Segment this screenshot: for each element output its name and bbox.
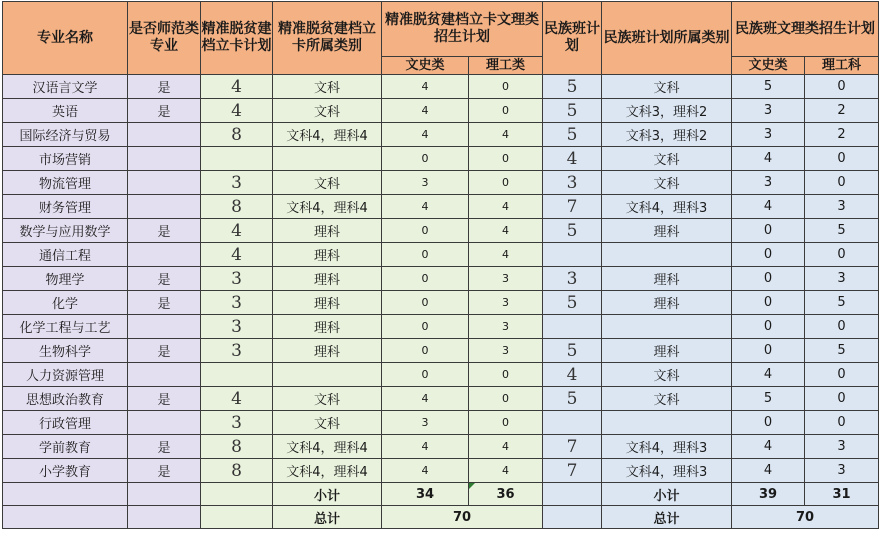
cell-ethnic-wen: 3 (732, 99, 805, 123)
cell-is-teacher (128, 147, 201, 171)
cell-ethnic-li: 5 (805, 219, 879, 243)
cell-major-name: 思想政治教育 (3, 387, 128, 411)
cell-poverty-li: 0 (469, 147, 543, 171)
cell-poverty-li: 4 (469, 435, 543, 459)
total-ethnic-value: 70 (732, 506, 879, 529)
cell-ethnic-category: 理科 (602, 219, 732, 243)
cell-poverty-li: 4 (469, 195, 543, 219)
cell-ethnic-category (602, 315, 732, 339)
total-empty-plan (201, 506, 273, 529)
cell-ethnic-plan: 4 (543, 363, 602, 387)
cell-ethnic-category: 理科 (602, 291, 732, 315)
cell-ethnic-li: 0 (805, 315, 879, 339)
cell-major-name: 人力资源管理 (3, 363, 128, 387)
cell-poverty-plan: 8 (201, 459, 273, 483)
subtotal-ethnic-wen: 39 (732, 483, 805, 506)
cell-ethnic-plan: 7 (543, 435, 602, 459)
cell-ethnic-li: 0 (805, 147, 879, 171)
cell-poverty-wen: 0 (382, 291, 469, 315)
table-row (3, 411, 879, 435)
cell-ethnic-plan: 5 (543, 291, 602, 315)
cell-major-name: 汉语言文学 (3, 75, 128, 99)
cell-ethnic-li: 2 (805, 99, 879, 123)
cell-ethnic-wen: 0 (732, 291, 805, 315)
cell-major-name: 财务管理 (3, 195, 128, 219)
header-ethnic-plan: 民族班计划 (543, 2, 602, 75)
table-row (3, 267, 879, 291)
subtotal-empty-teacher (128, 483, 201, 506)
cell-ethnic-category: 文科 (602, 171, 732, 195)
cell-ethnic-plan: 4 (543, 147, 602, 171)
cell-is-teacher: 是 (128, 387, 201, 411)
cell-major-name: 数学与应用数学 (3, 219, 128, 243)
subtotal-empty-name (3, 483, 128, 506)
cell-ethnic-category (602, 411, 732, 435)
cell-poverty-category: 理科 (273, 291, 382, 315)
cell-ethnic-plan (543, 315, 602, 339)
cell-ethnic-category: 文科3，理科2 (602, 123, 732, 147)
header-ethnic-wen: 文史类 (732, 57, 805, 75)
cell-poverty-plan (201, 147, 273, 171)
cell-ethnic-wen: 0 (732, 219, 805, 243)
cell-poverty-category: 文科4，理科4 (273, 123, 382, 147)
cell-poverty-category: 文科 (273, 99, 382, 123)
cell-poverty-category: 理科 (273, 315, 382, 339)
cell-ethnic-li: 5 (805, 291, 879, 315)
cell-ethnic-wen: 4 (732, 435, 805, 459)
header-poverty-group: 精准脱贫建档立卡文理类招生计划 (382, 2, 543, 57)
table-row (3, 459, 879, 483)
cell-major-name: 化学 (3, 291, 128, 315)
cell-poverty-li: 4 (469, 459, 543, 483)
cell-ethnic-li: 3 (805, 435, 879, 459)
cell-poverty-plan: 3 (201, 315, 273, 339)
table-row (3, 387, 879, 411)
cell-ethnic-wen: 4 (732, 459, 805, 483)
cell-poverty-category: 文科 (273, 171, 382, 195)
cell-poverty-category: 理科 (273, 243, 382, 267)
cell-ethnic-plan: 3 (543, 171, 602, 195)
header-poverty-plan: 精准脱贫建档立卡计划 (201, 2, 273, 75)
cell-is-teacher: 是 (128, 339, 201, 363)
cell-ethnic-category: 文科 (602, 75, 732, 99)
cell-ethnic-li: 0 (805, 75, 879, 99)
cell-poverty-wen: 3 (382, 171, 469, 195)
cell-poverty-plan: 8 (201, 435, 273, 459)
cell-is-teacher: 是 (128, 75, 201, 99)
subtotal-empty-plan (201, 483, 273, 506)
cell-poverty-plan: 4 (201, 99, 273, 123)
cell-ethnic-category (602, 243, 732, 267)
subtotal-label: 小计 (273, 483, 382, 506)
cell-poverty-wen: 0 (382, 339, 469, 363)
cell-ethnic-plan: 5 (543, 99, 602, 123)
total-poverty-value: 70 (382, 506, 543, 529)
cell-poverty-li: 0 (469, 99, 543, 123)
cell-poverty-category (273, 147, 382, 171)
cell-major-name: 小学教育 (3, 459, 128, 483)
table-row (3, 195, 879, 219)
cell-major-name: 市场营销 (3, 147, 128, 171)
cell-ethnic-wen: 0 (732, 411, 805, 435)
header-ethnic-group: 民族班文理类招生计划 (732, 2, 879, 57)
cell-poverty-wen: 0 (382, 363, 469, 387)
cell-poverty-wen: 0 (382, 147, 469, 171)
cell-poverty-wen: 0 (382, 243, 469, 267)
cell-ethnic-li: 2 (805, 123, 879, 147)
total-empty-name (3, 506, 128, 529)
cell-poverty-li: 3 (469, 291, 543, 315)
cell-ethnic-li: 5 (805, 339, 879, 363)
cell-ethnic-li: 0 (805, 387, 879, 411)
cell-poverty-category: 文科4，理科4 (273, 435, 382, 459)
cell-is-teacher (128, 243, 201, 267)
header-is-teacher: 是否师范类专业 (128, 2, 201, 75)
cell-is-teacher (128, 411, 201, 435)
cell-ethnic-li: 0 (805, 411, 879, 435)
cell-poverty-wen: 3 (382, 411, 469, 435)
cell-ethnic-category: 文科3，理科2 (602, 99, 732, 123)
cell-ethnic-wen: 5 (732, 75, 805, 99)
cell-poverty-category: 文科 (273, 387, 382, 411)
cell-ethnic-plan (543, 243, 602, 267)
cell-ethnic-li: 0 (805, 171, 879, 195)
cell-ethnic-wen: 3 (732, 123, 805, 147)
cell-ethnic-plan: 7 (543, 195, 602, 219)
cell-ethnic-category: 文科4，理科3 (602, 459, 732, 483)
cell-ethnic-category: 文科 (602, 387, 732, 411)
cell-poverty-plan: 3 (201, 291, 273, 315)
cell-is-teacher (128, 363, 201, 387)
enrollment-plan-table (2, 1, 879, 529)
cell-poverty-category (273, 363, 382, 387)
cell-ethnic-wen: 4 (732, 147, 805, 171)
cell-is-teacher: 是 (128, 219, 201, 243)
subtotal-poverty-li: 36 (469, 483, 543, 506)
cell-major-name: 国际经济与贸易 (3, 123, 128, 147)
header-poverty-category: 精准脱贫建档立卡所属类别 (273, 2, 382, 75)
subtotal-ethnic-li: 31 (805, 483, 879, 506)
cell-poverty-li: 4 (469, 123, 543, 147)
cell-is-teacher: 是 (128, 459, 201, 483)
header-poverty-wen: 文史类 (382, 57, 469, 75)
cell-is-teacher (128, 195, 201, 219)
cell-is-teacher (128, 171, 201, 195)
subtotal-empty-eplan (543, 483, 602, 506)
cell-poverty-plan: 4 (201, 387, 273, 411)
total-empty-eplan (543, 506, 602, 529)
table-row (3, 171, 879, 195)
cell-poverty-wen: 4 (382, 99, 469, 123)
table-row (3, 123, 879, 147)
cell-poverty-plan: 3 (201, 267, 273, 291)
table-row (3, 435, 879, 459)
header-ethnic-li: 理工科 (805, 57, 879, 75)
cell-poverty-wen: 4 (382, 459, 469, 483)
cell-poverty-plan: 4 (201, 75, 273, 99)
cell-ethnic-plan (543, 411, 602, 435)
cell-poverty-category: 文科 (273, 411, 382, 435)
cell-poverty-wen: 4 (382, 123, 469, 147)
table-body (3, 75, 879, 483)
header-ethnic-category: 民族班计划所属类别 (602, 2, 732, 75)
cell-poverty-li: 0 (469, 75, 543, 99)
cell-ethnic-wen: 0 (732, 267, 805, 291)
cell-poverty-category: 文科 (273, 75, 382, 99)
cell-major-name: 化学工程与工艺 (3, 315, 128, 339)
cell-poverty-plan: 3 (201, 171, 273, 195)
cell-ethnic-wen: 4 (732, 363, 805, 387)
cell-poverty-category: 文科4，理科4 (273, 459, 382, 483)
cell-poverty-li: 0 (469, 363, 543, 387)
cell-ethnic-wen: 0 (732, 315, 805, 339)
table-row (3, 291, 879, 315)
cell-poverty-plan: 8 (201, 123, 273, 147)
cell-poverty-wen: 4 (382, 387, 469, 411)
cell-major-name: 物理学 (3, 267, 128, 291)
cell-ethnic-plan: 7 (543, 459, 602, 483)
cell-ethnic-category: 理科 (602, 267, 732, 291)
header-poverty-li: 理工类 (469, 57, 543, 75)
cell-poverty-category: 文科4，理科4 (273, 195, 382, 219)
cell-major-name: 行政管理 (3, 411, 128, 435)
cell-ethnic-li: 3 (805, 459, 879, 483)
cell-ethnic-category: 文科 (602, 147, 732, 171)
cell-ethnic-wen: 0 (732, 339, 805, 363)
cell-ethnic-wen: 5 (732, 387, 805, 411)
cell-poverty-wen: 4 (382, 75, 469, 99)
cell-poverty-li: 4 (469, 243, 543, 267)
table-row (3, 339, 879, 363)
cell-is-teacher: 是 (128, 267, 201, 291)
cell-poverty-li: 3 (469, 267, 543, 291)
cell-is-teacher (128, 315, 201, 339)
cell-poverty-li: 3 (469, 315, 543, 339)
cell-ethnic-plan: 5 (543, 75, 602, 99)
table-row (3, 147, 879, 171)
cell-poverty-li: 0 (469, 387, 543, 411)
cell-ethnic-plan: 3 (543, 267, 602, 291)
subtotal-poverty-wen: 34 (382, 483, 469, 506)
cell-poverty-plan: 8 (201, 195, 273, 219)
cell-ethnic-category: 文科 (602, 363, 732, 387)
cell-poverty-plan: 3 (201, 411, 273, 435)
cell-poverty-wen: 0 (382, 315, 469, 339)
cell-is-teacher (128, 123, 201, 147)
table-row (3, 243, 879, 267)
cell-is-teacher: 是 (128, 99, 201, 123)
cell-ethnic-category: 文科4，理科3 (602, 435, 732, 459)
cell-major-name: 学前教育 (3, 435, 128, 459)
cell-ethnic-wen: 4 (732, 195, 805, 219)
cell-poverty-category: 理科 (273, 267, 382, 291)
cell-major-name: 英语 (3, 99, 128, 123)
total-empty-teacher (128, 506, 201, 529)
cell-poverty-li: 3 (469, 339, 543, 363)
cell-poverty-li: 4 (469, 219, 543, 243)
subtotal-label-ethnic: 小计 (602, 483, 732, 506)
cell-ethnic-li: 0 (805, 363, 879, 387)
cell-poverty-plan: 3 (201, 339, 273, 363)
total-label-ethnic: 总计 (602, 506, 732, 529)
total-label: 总计 (273, 506, 382, 529)
cell-poverty-li: 0 (469, 411, 543, 435)
cell-major-name: 生物科学 (3, 339, 128, 363)
cell-ethnic-category: 理科 (602, 339, 732, 363)
cell-ethnic-plan: 5 (543, 387, 602, 411)
cell-ethnic-li: 0 (805, 243, 879, 267)
cell-poverty-plan (201, 363, 273, 387)
table-row (3, 363, 879, 387)
table-row (3, 75, 879, 99)
cell-poverty-category: 理科 (273, 339, 382, 363)
cell-is-teacher: 是 (128, 291, 201, 315)
table-row (3, 99, 879, 123)
cell-is-teacher: 是 (128, 435, 201, 459)
cell-poverty-wen: 4 (382, 435, 469, 459)
cell-poverty-li: 0 (469, 171, 543, 195)
cell-poverty-plan: 4 (201, 219, 273, 243)
cell-ethnic-wen: 3 (732, 171, 805, 195)
table-row (3, 315, 879, 339)
cell-major-name: 通信工程 (3, 243, 128, 267)
cell-ethnic-plan: 5 (543, 219, 602, 243)
cell-ethnic-li: 3 (805, 195, 879, 219)
cell-poverty-wen: 4 (382, 195, 469, 219)
cell-poverty-plan: 4 (201, 243, 273, 267)
cell-ethnic-plan: 5 (543, 339, 602, 363)
table-row (3, 219, 879, 243)
cell-ethnic-plan: 5 (543, 123, 602, 147)
cell-ethnic-li: 3 (805, 267, 879, 291)
cell-major-name: 物流管理 (3, 171, 128, 195)
cell-poverty-category: 理科 (273, 219, 382, 243)
cell-ethnic-category: 文科4，理科3 (602, 195, 732, 219)
cell-poverty-wen: 0 (382, 267, 469, 291)
cell-poverty-wen: 0 (382, 219, 469, 243)
header-major-name: 专业名称 (3, 2, 128, 75)
cell-ethnic-wen: 0 (732, 243, 805, 267)
